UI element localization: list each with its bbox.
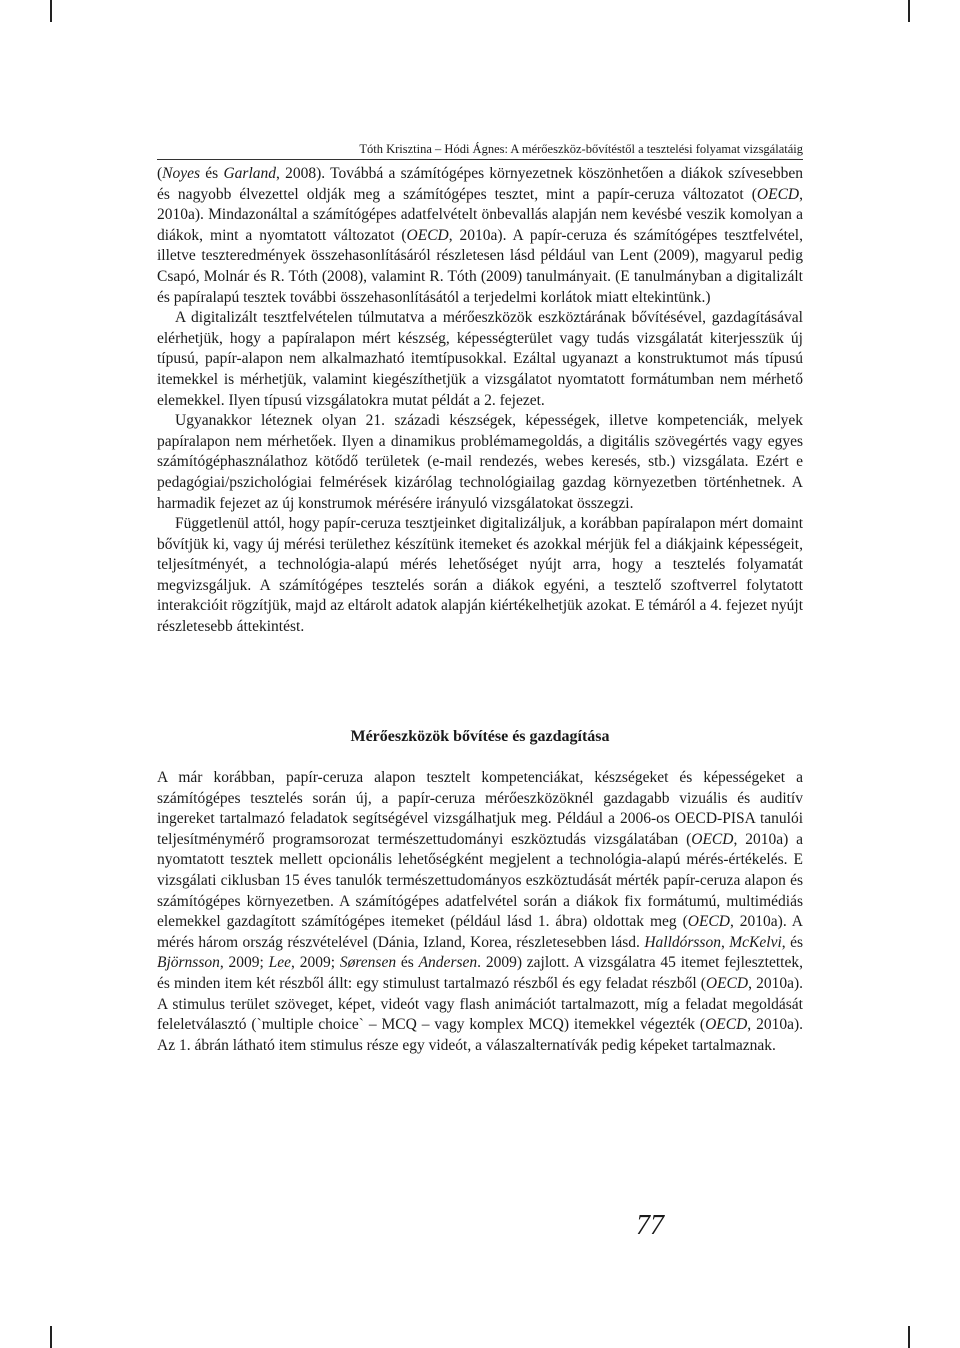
page-number: 77 <box>636 1210 664 1241</box>
paragraph-3: Ugyanakkor léteznek olyan 21. századi készségek, képességek, illetve kompetenciák, melyek papíralapon nem mérhetőek. Ilyen a dinamikus problémamegoldás, a digitális szövegértés vagy egyes számítógéphasználathoz kötődő területek (e-mail rendezés, webes keresés, stb.) vizsgálata. Ezért e pedagógiai/pszichológiai felmérések kizárólag technológiailag gazdag környezetben történhetnek. A harmadik fejezet az új konstrumok mérésére irányuló vizsgálatokat összegzi. <box>157 412 803 512</box>
body-text-bottom <box>157 768 803 1056</box>
crop-mark-bottom-left <box>50 1326 52 1348</box>
paragraph-4: Függetlenül attól, hogy papír-ceruza tesztjeinket digitalizáljuk, a korábban papíralapon mért domaint bővítjük ki, vagy új mérési területhez készítünk itemeket és azokkal mérjük fel a diákjaink képességeit, teljesítményét, a technológia-alapú mérés lehetőséget nyújt arra, hogy a tesztelés folyamatát megvizsgáljuk. A számítógépes tesztelés során a diákok egyéni, a tesztelő szoftverrel folytatott interakcióit rögzítjük, majd az eltárolt adatok alapján kiértékelhetjük azokat. E témáról a 4. fejezet nyújt részletesebb áttekintést. <box>157 515 803 636</box>
paragraph-1: (Noyes és Garland, 2008). Továbbá a számítógépes környezetnek köszönhetően a diákok szívesebben és nagyobb élvezettel oldják meg a számítógépes tesztet, mint a papír-ceruza változatot (OECD, 2010a). Mindazonáltal a számítógépes adatfelvételt önbevallás alapján nem kevésbé veszik komolyan a diákok, mint a nyomtatott változatot (OECD, 2010a). A papír-ceruza és számítógépes tesztfelvétel, illetve teszteredmények összehasonlításáról részletesen lásd például van Lent (2009), magyarul pedig Csapó, Molnár és R. Tóth (2008), valamint R. Tóth (2009) tanulmányait. (E tanulmányban a digitalizált és papíralapú tesztek további összehasonlításától a terjedelmi korlátok miatt eltekintünk.) <box>157 165 804 306</box>
crop-mark-bottom-right <box>908 1326 910 1348</box>
paragraph-2: A digitalizált tesztfelvételen túlmutatva a mérőeszközök eszköztárának bővítésével, gazdagításával elérhetjük, hogy a papíralapon mért készség, képességterület vagy tudás vizsgálatát kiterjesszük új típusú, papír-alapon nem alkalmazható itemtípusokkal. Ezáltal ugyanazt a konstruktumot más típusú itemekkel is mérhetjük, valamint kiegészíthetjük a vizsgálatot nyomtatott formátumban nem mérhető elemekkel. Ilyen típusú vizsgálatokra mutat példát a 2. fejezet. <box>157 309 803 409</box>
body-text-top <box>157 164 803 638</box>
header-rule <box>157 159 803 160</box>
crop-mark-top-right <box>908 0 910 22</box>
running-header: Tóth Krisztina – Hódi Ágnes: A mérőeszköz-bővítéstől a tesztelési folyamat vizsgálatáig <box>359 142 803 156</box>
paragraph-5: A már korábban, papír-ceruza alapon tesztelt kompetenciákat, készségeket és képességeket a számítógépes tesztelés során új, a papír-ceruza mérőeszközöknél gazdagabb vizuális és auditív ingereket tartalmazó feladatok segítségével vizsgálhatjuk meg. Például a 2006-os OECD-PISA tanulói teljesítménymérő programsorozat természettudományi eszköztudás vizsgálatában (OECD, 2010a) a nyomtatott tesztek mellett opcionális lehetőségként megjelent a technológia-alapú mérés-értékelés. E vizsgálati ciklusban 15 éves tanulók természettudományos eszköztudását mérték papír-ceruza alapon és számítógépes környezetben. A számítógépes adatfelvétel során a diákok fix formátumú, multimédiás elemekkel gazdagított számítógépes itemeket (például lásd 1. ábra) oldottak meg (OECD, 2010a). A mérés három ország részvételével (Dánia, Izland, Korea, részletesebben lásd. Halldórsson, McKelvi, és Björnsson, 2009; Lee, 2009; Sørensen és Andersen. 2009) zajlott. A vizsgálatra 45 itemet fejlesztettek, és minden item két részből állt: egy stimulust tartalmazó részből és egy feladat részből (OECD, 2010a). A stimulus terület szöveget, képet, videót vagy flash animációt tartalmazott, míg a feladat megoldását feleletválasztó (`multiple choice` – MCQ – vagy komplex MCQ) itemekkel végezték (OECD, 2010a). Az 1. ábrán látható item stimulus része egy videót, a válaszalternatívák pedig képeket tartalmaznak. <box>157 769 803 1054</box>
crop-mark-top-left <box>50 0 52 22</box>
section-heading: Mérőeszközök bővítése és gazdagítása <box>350 728 610 745</box>
